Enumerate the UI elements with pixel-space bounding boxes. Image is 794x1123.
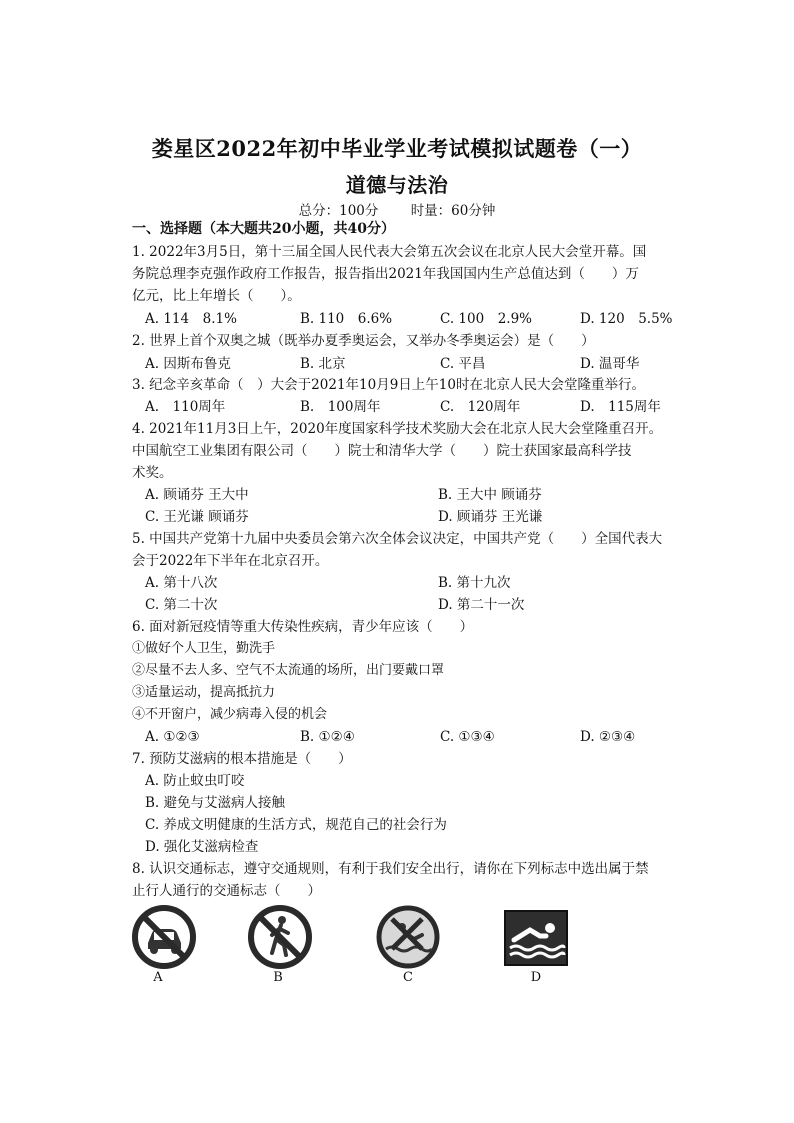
q1-option-d[interactable]: D. 120 5.5%	[580, 311, 673, 327]
swimming-icon[interactable]	[504, 910, 568, 966]
q8-line-1: 8. 认识交通标志，遵守交通规则，有利于我们安全出行，请你在下列标志中选出属于禁	[132, 861, 649, 877]
sign-label-a: A	[153, 970, 163, 985]
q7-option-a[interactable]: A. 防止蚊虫叮咬	[145, 773, 245, 789]
q4-line-2: 中国航空工业集团有限公司（ ）院士和清华大学（ ）院士获国家最高科学技	[132, 443, 632, 459]
q6-option-c[interactable]: C. ①③④	[440, 729, 495, 745]
q6-option-b[interactable]: B. ①②④	[300, 729, 355, 745]
q3-option-b[interactable]: B. 100周年	[300, 399, 381, 415]
q4-option-b[interactable]: B. 王大中 顾诵芬	[438, 487, 542, 503]
q1-line-2: 务院总理李克强作政府工作报告，报告指出2021年我国国内生产总值达到（ ）万	[132, 266, 639, 282]
q4-option-d[interactable]: D. 顾诵芬 王光谦	[438, 509, 543, 525]
q5-line-1: 5. 中国共产党第十九届中央委员会第六次全体会议决定，中国共产党（ ）全国代表大	[132, 531, 663, 547]
q2-line-1: 2. 世界上首个双奥之城（既举办夏季奥运会，又举办冬季奥运会）是（ ）	[132, 333, 595, 349]
q2-option-a[interactable]: A. 因斯布鲁克	[145, 356, 231, 372]
subject-title: 道德与法治	[345, 173, 449, 197]
q2-option-b[interactable]: B. 北京	[300, 356, 346, 372]
q8-line-2: 止行人通行的交通标志（ ）	[132, 883, 321, 899]
q6-line-1: 6. 面对新冠疫情等重大传染性疾病，青少年应该（ ）	[132, 619, 474, 635]
q3-option-d[interactable]: D. 115周年	[580, 399, 661, 415]
q4-line-3: 术奖。	[132, 465, 173, 481]
sign-label-d: D	[530, 970, 542, 985]
section-heading: 一、选择题（本大题共20小题，共40分）	[132, 221, 395, 237]
q6-statement-3: ③适量运动，提高抵抗力	[132, 685, 276, 700]
q1-option-c[interactable]: C. 100 2.9%	[440, 311, 532, 327]
q6-option-a[interactable]: A. ①②③	[145, 729, 200, 745]
q6-statement-4: ④不开窗户，减少病毒入侵的机会	[132, 707, 328, 722]
no-swimming-icon[interactable]	[376, 905, 440, 969]
total-score: 总分：100分	[298, 203, 379, 219]
q6-statement-1: ①做好个人卫生，勤洗手	[132, 641, 276, 656]
q4-option-a[interactable]: A. 顾诵芬 王大中	[145, 487, 249, 503]
q6-statement-2: ②尽量不去人多、空气不太流通的场所，出门要戴口罩	[132, 663, 445, 678]
time-limit: 时量：60分钟	[410, 203, 496, 219]
q5-option-a[interactable]: A. 第十八次	[145, 575, 218, 591]
no-pedestrian-icon[interactable]	[248, 905, 312, 969]
no-motor-vehicle-icon[interactable]	[132, 905, 196, 969]
q1-option-b[interactable]: B. 110 6.6%	[300, 311, 393, 327]
q5-option-d[interactable]: D. 第二十一次	[438, 597, 525, 613]
q7-option-d[interactable]: D. 强化艾滋病检查	[145, 839, 259, 855]
q5-option-b[interactable]: B. 第十九次	[438, 575, 511, 591]
q1-line-3: 亿元，比上年增长（ ）。	[132, 288, 301, 304]
exam-title: 娄星区2022年初中毕业学业考试模拟试题卷（一）	[151, 136, 643, 161]
q7-line-1: 7. 预防艾滋病的根本措施是（ ）	[132, 751, 352, 767]
q3-option-a[interactable]: A. 110周年	[145, 399, 226, 415]
q2-option-c[interactable]: C. 平昌	[440, 356, 486, 372]
q3-option-c[interactable]: C. 120周年	[440, 399, 521, 415]
q1-option-a[interactable]: A. 114 8.1%	[145, 311, 237, 327]
q4-line-1: 4. 2021年11月3日上午，2020年度国家科学技术奖励大会在北京人民大会堂隆重召开。	[132, 421, 663, 437]
q3-line-1: 3. 纪念辛亥革命（ ）大会于2021年10月9日上午10时在北京人民大会堂隆重举行。	[132, 377, 645, 393]
q7-option-b[interactable]: B. 避免与艾滋病人接触	[145, 795, 286, 811]
q6-option-d[interactable]: D. ②③④	[580, 729, 636, 745]
q7-option-c[interactable]: C. 养成文明健康的生活方式，规范自己的社会行为	[145, 817, 447, 833]
q1-line-1: 1. 2022年3月5日，第十三届全国人民代表大会第五次会议在北京人民大会堂开幕。国	[132, 244, 647, 260]
q5-line-2: 会于2022年下半年在北京召开。	[132, 553, 329, 569]
q2-option-d[interactable]: D. 温哥华	[580, 356, 640, 372]
exam-meta	[0, 199, 794, 219]
sign-label-b: B	[273, 970, 283, 985]
sign-label-c: C	[403, 970, 413, 985]
q5-option-c[interactable]: C. 第二十次	[145, 597, 218, 613]
q4-option-c[interactable]: C. 王光谦 顾诵芬	[145, 509, 249, 525]
